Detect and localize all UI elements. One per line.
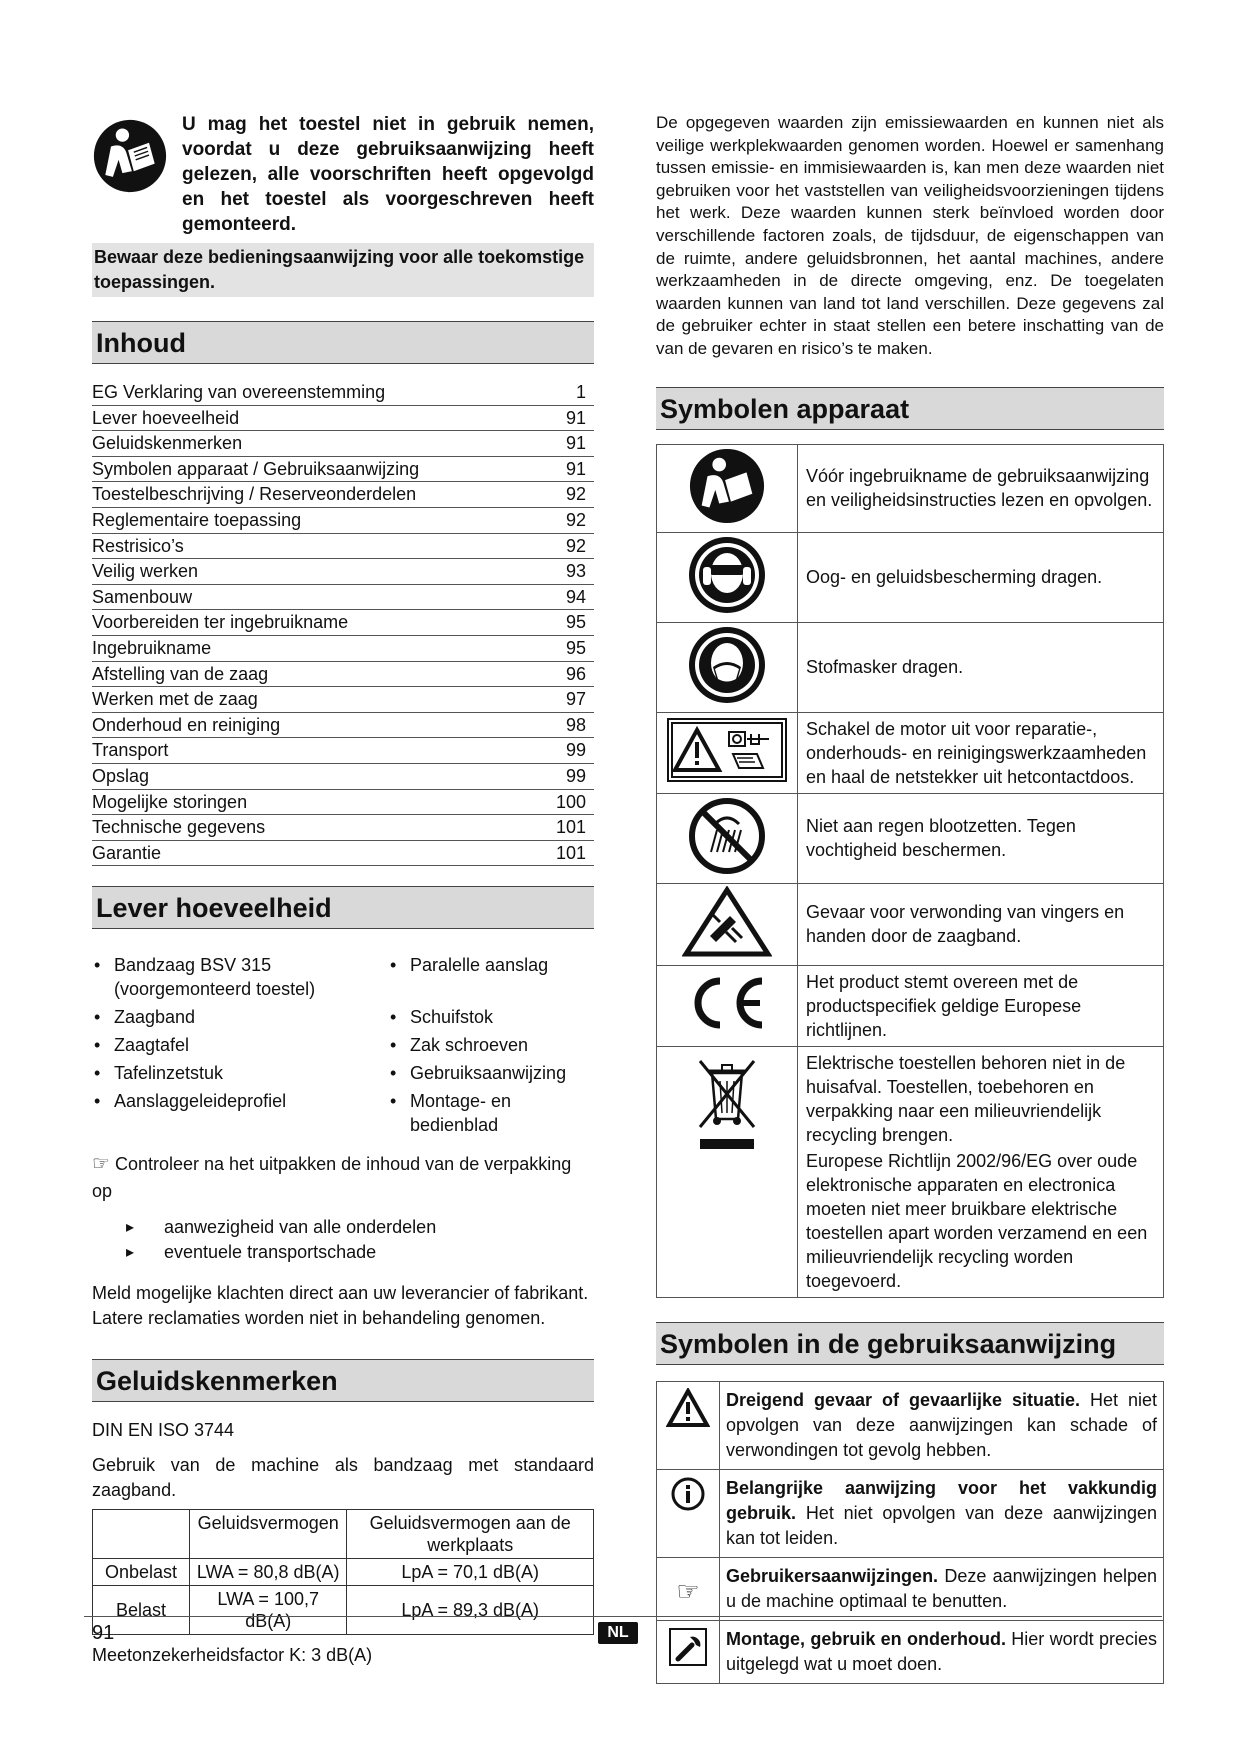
noise-standard: DIN EN ISO 3744 [92, 1420, 235, 1441]
complaint-note: Meld mogelijke klachten direct aan uw leverancier of fabrikant. Latere reclamaties worden niet in behandeling genomen. [92, 1283, 589, 1329]
toc-page: 99 [565, 765, 586, 786]
list-item: • Aanslaggeleideprofiel [92, 1089, 388, 1137]
toc-page: 93 [565, 561, 586, 582]
row-label: Onbelast [93, 1559, 190, 1586]
table-row [657, 622, 1164, 712]
check-list [126, 1215, 594, 1265]
list-item: • Bandzaag BSV 315 (voorgemonteerd toestel) [92, 953, 388, 1001]
symbol-text: Oog- en geluidsbescherming dragen. [798, 532, 1164, 622]
toc-item [92, 482, 594, 508]
toc-label: Technische gegevens [92, 817, 266, 838]
noise-usage: Gebruik van de machine als bandzaag met standaard zaagband. [92, 1455, 594, 1501]
toc-page: 94 [565, 586, 586, 607]
toc-item [92, 431, 594, 457]
read-manual-icon [688, 447, 766, 525]
toc-item [92, 457, 594, 483]
toc-page: 95 [565, 612, 586, 633]
toc-title: Inhoud [92, 321, 594, 364]
toc-label: Opslag [92, 765, 150, 786]
list-item: • Zak schroeven [388, 1033, 588, 1057]
symbol-text: Schakel de motor uit voor reparatie-, onderhouds- en reinigingswerkzaamheden en haal de netstekker uit hetcontactdoos. [798, 712, 1164, 793]
toc-item [92, 636, 594, 662]
toc-label: Transport [92, 740, 169, 761]
toc-label: Reglementaire toepassing [92, 509, 302, 530]
table-row [657, 444, 1164, 532]
toc-page: 92 [565, 509, 586, 530]
table-row [657, 712, 1164, 793]
device-symbols-title: Symbolen apparaat [656, 387, 1164, 430]
toc-item [92, 534, 594, 560]
toc-label: Garantie [92, 842, 162, 863]
symbol-bold: Montage, gebruik en onderhoud. [726, 1628, 1006, 1649]
table-header: Geluidsvermogen aan de werkplaats [347, 1510, 594, 1559]
lwa-value: LWA = 100,7 dB(A) [190, 1586, 347, 1635]
toc-label: Veilig werken [92, 561, 199, 582]
symbol-text: Het product stemt overeen met de productspecifiek geldige Europese richtlijnen. [798, 965, 1164, 1046]
page-number: 91 [92, 1622, 115, 1644]
toc-label: Restrisico’s [92, 535, 184, 556]
toc-item [92, 687, 594, 713]
intro-warning: U mag het toestel niet in gebruik nemen, voordat u deze gebruiksaanwijzing heeft gelezen, alle voorschriften heeft opgevolgd en het toestel als voorgeschreven heeft gemonteerd. [182, 114, 594, 235]
unplug-warning-icon [667, 718, 787, 782]
list-item: • Tafelinzetstuk [92, 1061, 388, 1085]
table-row [657, 1381, 1164, 1469]
scope-title: Lever hoeveelheid [92, 886, 594, 929]
list-item: ▸ aanwezigheid van alle onderdelen [126, 1215, 594, 1240]
toc-page: 92 [565, 535, 586, 556]
toc-list [92, 380, 594, 866]
footer-divider [84, 1616, 1162, 1617]
table-row [657, 1046, 1164, 1297]
weee-bin-icon [692, 1055, 762, 1155]
symbol-text: Hier wordt precies uitgelegd wat u moet doen. [726, 1628, 1157, 1674]
list-item: • Schuifstok [388, 1005, 588, 1029]
manual-symbols-title: Symbolen in de gebruiksaanwijzing [656, 1322, 1164, 1365]
toc-label: Symbolen apparaat / Gebruiksaanwijzing [92, 458, 420, 479]
toc-label: Geluidskenmerken [92, 433, 243, 454]
toc-label: Werken met de zaag [92, 689, 258, 710]
toc-page: 101 [555, 817, 586, 838]
language-badge: NL [598, 1622, 638, 1644]
left-column [92, 112, 594, 1668]
list-item: • Montage- en bedienblad [388, 1089, 588, 1137]
toc-page: 91 [565, 407, 586, 428]
toc-item [92, 738, 594, 764]
toc-item [92, 610, 594, 636]
toc-page: 100 [555, 791, 586, 812]
symbol-text: Vóór ingebruikname de gebruiksaanwijzing en veiligheidsinstructies lezen en opvolgen. [798, 444, 1164, 532]
eye-ear-protection-icon [687, 535, 767, 615]
symbol-bold: Gebruikersaanwijzingen. [726, 1565, 939, 1586]
intro-block [92, 112, 594, 237]
toc-item [92, 662, 594, 688]
noise-title: Geluidskenmerken [92, 1359, 594, 1402]
toc-page: 92 [565, 484, 586, 505]
info-icon [670, 1476, 706, 1512]
table-row [93, 1586, 594, 1635]
toc-label: Toestelbeschrijving / Reserveonderdelen [92, 484, 417, 505]
symbol-text: Europese Richtlijn 2002/96/EG over oude elektronische apparaten en electronica moeten niet meer bruikbare elektrische toestellen apart worden verzamend en een milieuvriendelijk recycling worden toegevoerd. [806, 1150, 1148, 1291]
toc-page: 99 [565, 740, 586, 761]
toc-page: 97 [565, 689, 586, 710]
toc-label: Lever hoeveelheid [92, 407, 240, 428]
pointing-hand-icon: ☞ [92, 1153, 110, 1176]
list-item: ▸ eventuele transportschade [126, 1240, 594, 1265]
symbol-text: Niet aan regen blootzetten. Tegen vochtigheid beschermen. [798, 793, 1164, 883]
wrench-icon [668, 1627, 708, 1667]
toc-item [92, 815, 594, 841]
table-row [93, 1510, 594, 1559]
table-row [657, 793, 1164, 883]
toc-item [92, 585, 594, 611]
table-row [93, 1559, 594, 1586]
manual-symbols-table [656, 1381, 1164, 1684]
uncertainty: Meetonzekerheidsfactor K: 3 dB(A) [92, 1645, 373, 1666]
symbol-text: Gevaar voor verwonding van vingers en handen door de zaagband. [798, 883, 1164, 965]
device-symbols-table [656, 444, 1164, 1298]
toc-label: Afstelling van de zaag [92, 663, 269, 684]
symbol-text: Deze aanwijzingen helpen u de machine optimaal te benutten. [726, 1565, 1157, 1611]
toc-page: 91 [565, 433, 586, 454]
toc-label: Samenbouw [92, 586, 193, 607]
toc-page: 98 [565, 714, 586, 735]
toc-label: Onderhoud en reiniging [92, 714, 281, 735]
symbol-bold: Dreigend gevaar of gevaarlijke situatie. [726, 1389, 1080, 1410]
toc-page: 91 [565, 458, 586, 479]
toc-item [92, 508, 594, 534]
toc-item [92, 841, 594, 867]
hand-injury-warning-icon [682, 886, 772, 958]
keep-note: Bewaar deze bedieningsaanwijzing voor alle toekomstige toepassingen. [92, 243, 594, 297]
symbol-bold: Belangrijke aanwijzing voor het vakkundig gebruik. [726, 1477, 1157, 1523]
toc-label: EG Verklaring van overeenstemming [92, 382, 386, 402]
scope-list [92, 953, 594, 1137]
toc-item [92, 406, 594, 432]
symbol-text: Het niet opvolgen van deze aanwijzingen kan schade of verwondingen tot gevolg hebben. [726, 1389, 1157, 1460]
toc-page: 96 [565, 663, 586, 684]
toc-item [92, 713, 594, 739]
read-manual-icon [92, 118, 168, 194]
emission-text: De opgegeven waarden zijn emissiewaarden en kunnen niet als veilige werkplekwaarden genomen worden. Hoewel er samenhang tussen emissie- en immisiewaarden is, kan men deze waarden niet gebruiken voor het vaststellen van veiligheidsvoorzieningen tijdens het werk. Deze waarden kunnen sterk beïnvloed worden door verschillende factoren zoals, de tijdsduur, de eigenschappen van de ruimte, andere geluidsbronnen, het aantal machines, andere werkzaamheden in de directe omgeving, enz. De toegelaten waarden kunnen van land tot land verschillen. Deze gegevens zal de gebruiker echter in staat stellen een betere inschatting van de van de gevaren en risico’s te maken. [656, 113, 1164, 358]
symbol-text: Elektrische toestellen behoren niet in de huisafval. Toestellen, toebehoren en verpakking naar een milieuvriendelijk recycling brengen. [806, 1052, 1126, 1145]
table-row [657, 965, 1164, 1046]
toc-page: 95 [565, 637, 586, 658]
toc-label: Ingebruikname [92, 637, 212, 658]
toc-label: Voorbereiden ter ingebruikname [92, 612, 349, 633]
no-rain-icon [687, 796, 767, 876]
danger-triangle-icon [666, 1388, 710, 1428]
check-text: Controleer na het uitpakken de inhoud van de verpakking op [92, 1154, 572, 1202]
toc-item [92, 764, 594, 790]
lpa-value: LpA = 70,1 dB(A) [347, 1559, 594, 1586]
list-item: • Zaagtafel [92, 1033, 388, 1057]
symbol-text: Stofmasker dragen. [798, 622, 1164, 712]
lpa-value: LpA = 89,3 dB(A) [347, 1586, 594, 1635]
ce-mark-icon [682, 973, 772, 1033]
list-item: • Paralelle aanslag [388, 953, 588, 1001]
table-row [657, 1469, 1164, 1557]
pointing-hand-icon: ☞ [657, 1557, 720, 1620]
toc-item [92, 790, 594, 816]
table-row [657, 883, 1164, 965]
check-note [92, 1151, 594, 1205]
table-row [657, 532, 1164, 622]
table-row [657, 1620, 1164, 1683]
toc-page: 101 [555, 842, 586, 863]
right-column [656, 112, 1164, 1684]
toc-item [92, 380, 594, 406]
toc-page: 1 [575, 382, 586, 402]
toc-item [92, 559, 594, 585]
table-header: Geluidsvermogen [190, 1510, 347, 1559]
lwa-value: LWA = 80,8 dB(A) [190, 1559, 347, 1586]
symbol-text: Het niet opvolgen van deze aanwijzingen kan tot leiden. [726, 1502, 1157, 1548]
dust-mask-icon [687, 625, 767, 705]
list-item: • Gebruiksaanwijzing [388, 1061, 588, 1085]
toc-label: Mogelijke storingen [92, 791, 248, 812]
list-item: • Zaagband [92, 1005, 388, 1029]
table-row [657, 1557, 1164, 1620]
row-label: Belast [93, 1586, 190, 1635]
